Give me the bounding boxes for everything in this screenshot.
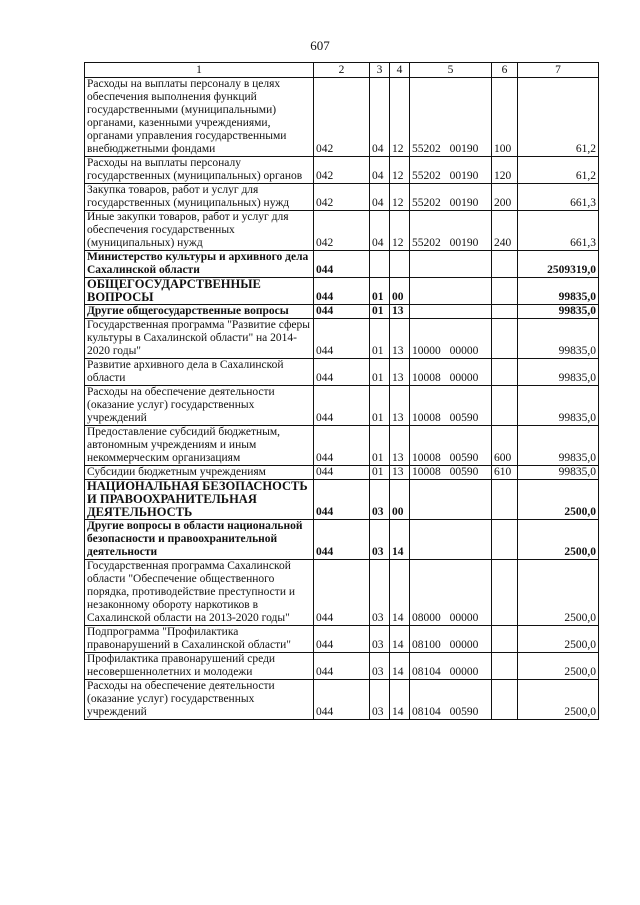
table-row [85,319,599,359]
table-row [85,305,599,319]
row-section: 03 [370,560,390,626]
row-amount: 99835,0 [518,466,599,480]
table-row [85,480,599,520]
table-row [85,359,599,386]
row-name: ОБЩЕГОСУДАРСТВЕННЫЕ ВОПРОСЫ [85,278,314,305]
row-target-article: 55202 00190 [410,157,492,184]
row-section: 03 [370,480,390,520]
row-expense-type [492,251,518,278]
row-target-article [410,251,492,278]
row-target-article: 55202 00190 [410,78,492,157]
table-row [85,211,599,251]
row-section: 03 [370,680,390,720]
row-amount: 99835,0 [518,319,599,359]
row-amount: 2500,0 [518,653,599,680]
row-section: 01 [370,319,390,359]
row-subsection: 13 [390,359,410,386]
row-subsection: 14 [390,653,410,680]
row-grbs: 044 [314,680,370,720]
page-number: 607 [310,38,330,53]
row-grbs: 042 [314,184,370,211]
row-section: 03 [370,520,390,560]
row-grbs: 044 [314,319,370,359]
row-grbs: 044 [314,278,370,305]
row-grbs: 044 [314,466,370,480]
row-grbs: 042 [314,211,370,251]
row-target-article [410,305,492,319]
row-subsection: 14 [390,560,410,626]
row-amount: 99835,0 [518,426,599,466]
table-row [85,251,599,278]
row-amount: 61,2 [518,157,599,184]
row-name: Закупка товаров, работ и услуг для государственных (муниципальных) нужд [85,184,314,211]
row-section: 03 [370,626,390,653]
header-col-7: 7 [518,63,599,78]
row-amount: 2500,0 [518,480,599,520]
row-section [370,251,390,278]
row-target-article: 08000 00000 [410,560,492,626]
row-name: Другие общегосударственные вопросы [85,305,314,319]
header-col-3: 3 [370,63,390,78]
row-name: НАЦИОНАЛЬНАЯ БЕЗОПАСНОСТЬ И ПРАВООХРАНИТЕЛЬНАЯ ДЕЯТЕЛЬНОСТЬ [85,480,314,520]
row-amount: 2500,0 [518,626,599,653]
table-row [85,626,599,653]
row-target-article: 08100 00000 [410,626,492,653]
row-amount: 661,3 [518,184,599,211]
row-amount: 99835,0 [518,305,599,319]
header-col-5: 5 [410,63,492,78]
row-section: 01 [370,278,390,305]
row-grbs: 044 [314,251,370,278]
row-grbs: 044 [314,359,370,386]
row-name: Предоставление субсидий бюджетным, автономным учреждениям и иным некоммерческим организациям [85,426,314,466]
row-expense-type: 240 [492,211,518,251]
table-row [85,680,599,720]
table-row [85,653,599,680]
row-subsection: 12 [390,184,410,211]
row-section: 01 [370,426,390,466]
table-row [85,78,599,157]
row-target-article: 10008 00590 [410,386,492,426]
row-target-article [410,480,492,520]
row-name: Профилактика правонарушений среди несовершеннолетних и молодежи [85,653,314,680]
row-amount: 2509319,0 [518,251,599,278]
row-amount: 61,2 [518,78,599,157]
row-subsection: 12 [390,211,410,251]
row-subsection: 12 [390,78,410,157]
row-section: 01 [370,305,390,319]
row-name: Государственная программа Сахалинской области "Обеспечение общественного порядка, противодействие преступности и незаконному обороту наркотиков в Сахалинской области на 2013-2020 годы" [85,560,314,626]
header-col-1: 1 [85,63,314,78]
row-name: Иные закупки товаров, работ и услуг для обеспечения государственных (муниципальных) нужд [85,211,314,251]
row-grbs: 044 [314,626,370,653]
row-section: 01 [370,386,390,426]
header-row [85,63,599,78]
row-amount: 2500,0 [518,560,599,626]
table-row [85,520,599,560]
row-target-article: 10008 00590 [410,426,492,466]
budget-table [84,62,599,720]
row-section: 04 [370,78,390,157]
row-expense-type [492,278,518,305]
row-amount: 661,3 [518,211,599,251]
row-target-article: 08104 00590 [410,680,492,720]
header-col-2: 2 [314,63,370,78]
table-row [85,386,599,426]
row-amount: 99835,0 [518,386,599,426]
row-subsection: 12 [390,157,410,184]
row-section: 04 [370,157,390,184]
row-target-article: 10008 00000 [410,359,492,386]
row-name: Развитие архивного дела в Сахалинской области [85,359,314,386]
row-section: 03 [370,653,390,680]
row-expense-type [492,653,518,680]
row-target-article: 10008 00590 [410,466,492,480]
row-expense-type [492,386,518,426]
row-target-article: 55202 00190 [410,211,492,251]
table-row [85,157,599,184]
row-grbs: 044 [314,480,370,520]
row-target-article: 10000 00000 [410,319,492,359]
row-grbs: 044 [314,305,370,319]
row-section: 04 [370,211,390,251]
row-expense-type [492,520,518,560]
row-expense-type: 200 [492,184,518,211]
row-subsection: 00 [390,278,410,305]
row-subsection: 14 [390,520,410,560]
row-expense-type [492,680,518,720]
row-subsection: 14 [390,680,410,720]
row-subsection: 14 [390,626,410,653]
row-section: 01 [370,466,390,480]
row-section: 01 [370,359,390,386]
row-name: Расходы на выплаты персоналу государственных (муниципальных) органов [85,157,314,184]
row-grbs: 042 [314,78,370,157]
row-subsection: 00 [390,480,410,520]
row-name: Другие вопросы в области национальной безопасности и правоохранительной деятельности [85,520,314,560]
row-expense-type [492,626,518,653]
row-name: Расходы на выплаты персоналу в целях обеспечения выполнения функций государственными (муниципальными) органами, казенными учреждениями, органами управления государственными внебюджетными фондами [85,78,314,157]
row-amount: 99835,0 [518,359,599,386]
row-name: Субсидии бюджетным учреждениям [85,466,314,480]
row-grbs: 044 [314,386,370,426]
table-row [85,278,599,305]
row-subsection: 13 [390,305,410,319]
table-row [85,426,599,466]
header-col-6: 6 [492,63,518,78]
row-expense-type [492,319,518,359]
row-expense-type [492,480,518,520]
row-grbs: 042 [314,157,370,184]
row-amount: 2500,0 [518,520,599,560]
row-name: Подпрограмма "Профилактика правонарушений в Сахалинской области" [85,626,314,653]
row-name: Расходы на обеспечение деятельности (оказание услуг) государственных учреждений [85,680,314,720]
row-subsection: 13 [390,386,410,426]
row-expense-type [492,359,518,386]
table-row [85,560,599,626]
row-name: Расходы на обеспечение деятельности (оказание услуг) государственных учреждений [85,386,314,426]
row-target-article [410,278,492,305]
row-target-article [410,520,492,560]
row-subsection [390,251,410,278]
row-subsection: 13 [390,319,410,359]
row-expense-type: 600 [492,426,518,466]
row-expense-type [492,560,518,626]
row-expense-type [492,305,518,319]
row-section: 04 [370,184,390,211]
row-expense-type: 120 [492,157,518,184]
row-name: Государственная программа "Развитие сферы культуры в Сахалинской области" на 2014-2020 годы" [85,319,314,359]
row-target-article: 08104 00000 [410,653,492,680]
table-row [85,184,599,211]
row-subsection: 13 [390,466,410,480]
row-expense-type: 100 [492,78,518,157]
row-name: Министерство культуры и архивного дела Сахалинской области [85,251,314,278]
row-grbs: 044 [314,653,370,680]
header-col-4: 4 [390,63,410,78]
row-grbs: 044 [314,560,370,626]
row-amount: 99835,0 [518,278,599,305]
row-grbs: 044 [314,426,370,466]
table-row [85,466,599,480]
row-subsection: 13 [390,426,410,466]
row-amount: 2500,0 [518,680,599,720]
row-grbs: 044 [314,520,370,560]
row-expense-type: 610 [492,466,518,480]
row-target-article: 55202 00190 [410,184,492,211]
